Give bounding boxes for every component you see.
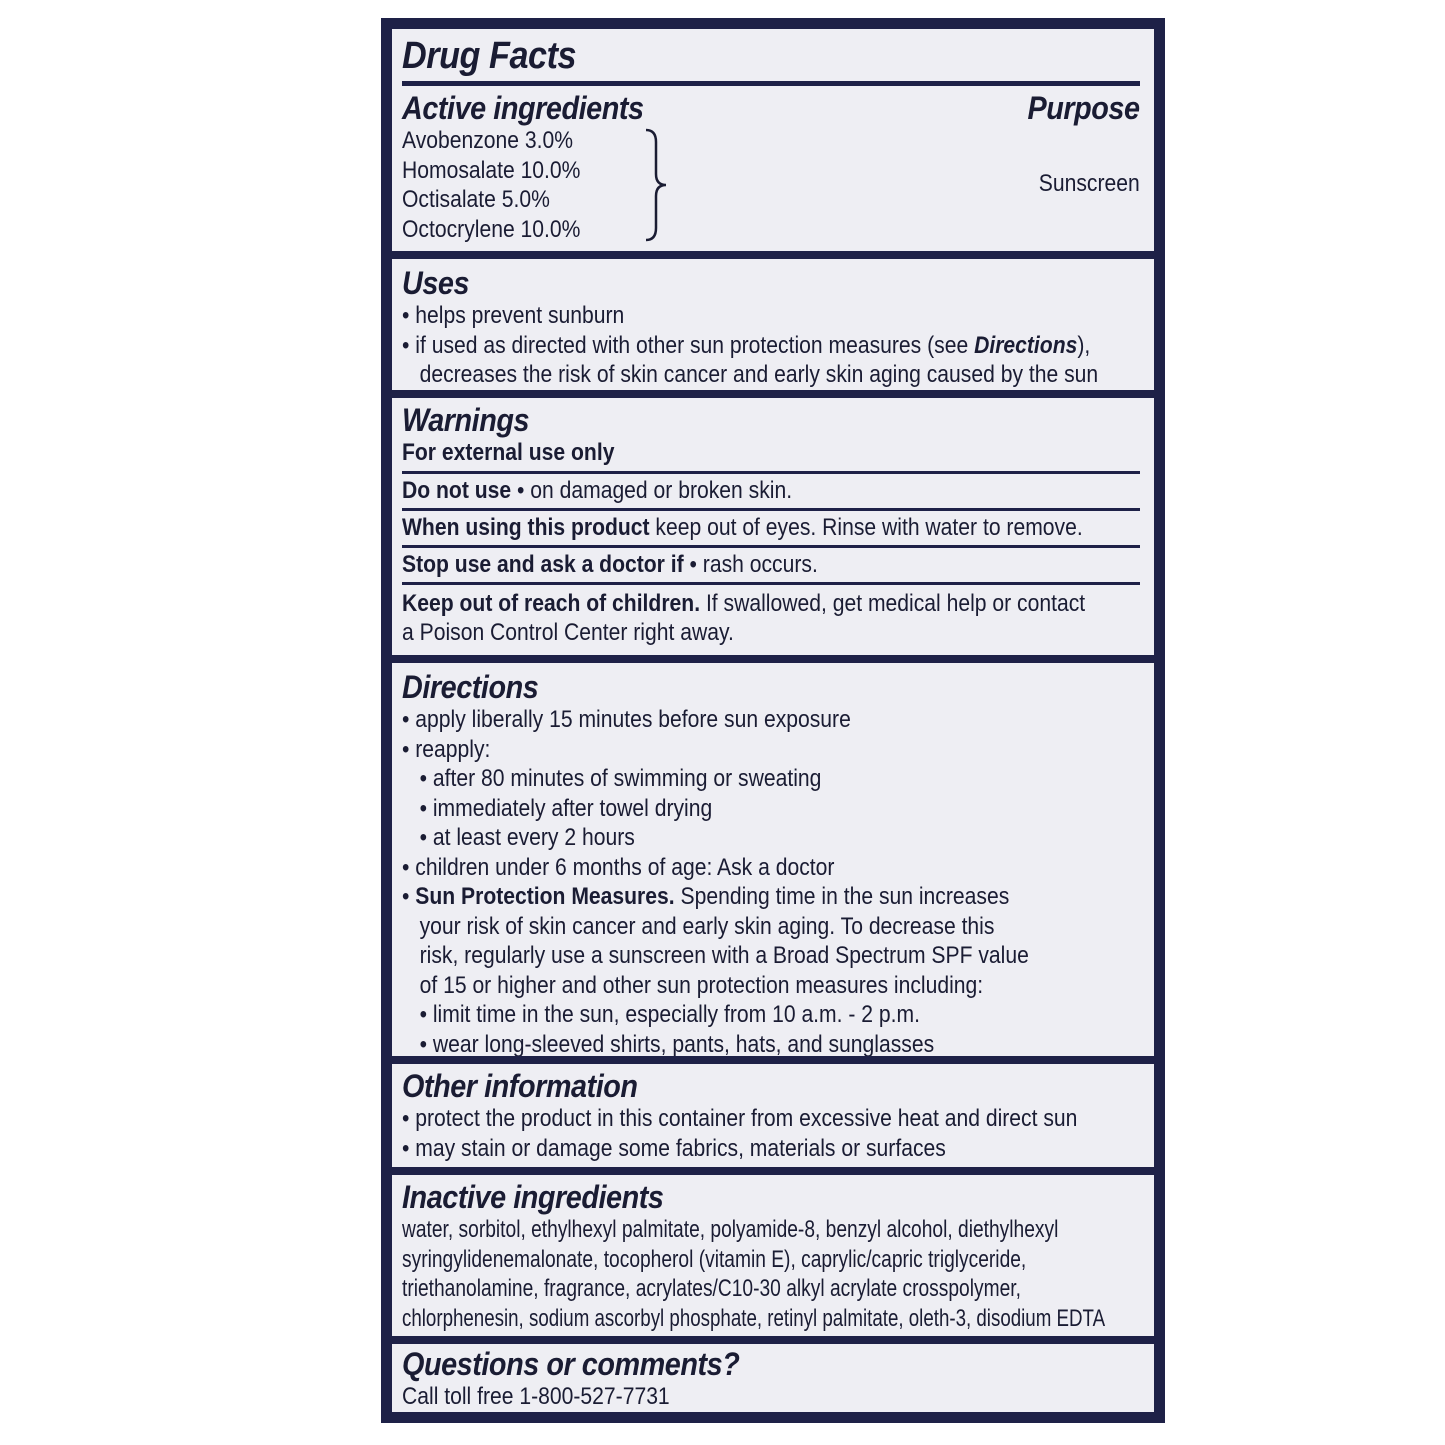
when-using-label: When using this product: [402, 513, 650, 541]
inactive-line: water, sorbitol, ethylhexyl palmitate, polyamide-8, benzyl alcohol, diethylhexyl: [402, 1216, 1059, 1243]
inactive-line: chlorphenesin, sodium ascorbyl phosphate, retinyl palmitate, oleth-3, disodium EDTA: [402, 1304, 1106, 1332]
questions-box: [392, 1344, 1154, 1412]
uses-box: [392, 259, 1154, 390]
purpose-heading: Purpose: [1027, 90, 1140, 126]
sun-protection-continuation: of 15 or higher and other sun protection measures including:: [419, 971, 984, 999]
inactive-line: syringylidenemalonate, tocopherol (vitamin E), caprylic/capric triglyceride,: [402, 1245, 1027, 1273]
ingredient-item: Avobenzone 3.0%: [402, 127, 574, 154]
uses-item-continuation: decreases the risk of skin cancer and early skin aging caused by the sun: [419, 361, 1099, 388]
uses-item: [402, 331, 1091, 361]
sun-protection-continuation: your risk of skin cancer and early skin aging. To decrease this: [419, 912, 995, 940]
stop-use-label: Stop use and ask a doctor if: [402, 550, 684, 578]
toll-free-text: Call toll free 1-800-527-7731: [402, 1383, 670, 1410]
do-not-use-label: Do not use: [402, 476, 512, 504]
other-item: • protect the product in this container from excessive heat and direct sun: [402, 1104, 1051, 1134]
questions-heading: Questions or comments?: [402, 1346, 740, 1382]
warnings-box: [392, 398, 1154, 655]
ingredients-block: [402, 126, 1140, 246]
when-using-text: keep out of eyes. Rinse with water to remove.: [649, 513, 1083, 541]
ingredient-item: Homosalate 10.0%: [402, 156, 581, 184]
sun-protection-text: Spending time in the sun increases: [674, 883, 1010, 910]
ingredient-item: Octisalate 5.0%: [402, 186, 550, 213]
inactive-line: triethanolamine, fragrance, acrylates/C10-30 alkyl acrylate crosspolymer,: [402, 1275, 1021, 1302]
other-information-heading: Other information: [402, 1068, 638, 1104]
external-use-text: For external use only: [402, 439, 615, 466]
stop-use-text: • rash occurs.: [683, 550, 818, 578]
drug-facts-panel: [381, 18, 1165, 1423]
active-header-row: [402, 86, 1140, 126]
direction-subitem: • at least every 2 hours: [402, 823, 1051, 853]
active-ingredients-box: [392, 29, 1154, 251]
direction-subitem: • wear long-sleeved shirts, pants, hats, and sunglasses: [402, 1030, 1051, 1057]
inactive-ingredients-heading: Inactive ingredients: [402, 1179, 664, 1215]
sun-protection-label: Sun Protection Measures.: [415, 883, 675, 910]
do-not-use-row: [402, 474, 1051, 508]
do-not-use-text: • on damaged or broken skin.: [511, 476, 793, 504]
direction-item: • reapply:: [402, 735, 1051, 765]
directions-reference: Directions: [974, 331, 1078, 359]
keep-out-label: Keep out of reach of children.: [402, 589, 701, 617]
uses-item: • helps prevent sunburn: [402, 301, 1051, 331]
drug-facts-title: Drug Facts: [402, 35, 577, 77]
uses-heading: Uses: [402, 265, 470, 301]
warnings-heading: Warnings: [402, 402, 530, 438]
direction-item: • children under 6 months of age: Ask a doctor: [402, 853, 1051, 883]
direction-item: • apply liberally 15 minutes before sun exposure: [402, 705, 1051, 735]
inactive-ingredients-box: [392, 1175, 1154, 1336]
keep-out-row: [402, 585, 1086, 619]
other-item: • may stain or damage some fabrics, materials or surfaces: [402, 1134, 1051, 1164]
keep-out-text: If swallowed, get medical help or contact: [700, 589, 1086, 617]
keep-out-continuation: a Poison Control Center right away.: [402, 619, 734, 646]
stop-use-row: [402, 548, 1051, 582]
direction-subitem: • immediately after towel drying: [402, 794, 1051, 824]
directions-box: [392, 663, 1154, 1056]
ingredient-item: Octocrylene 10.0%: [402, 215, 581, 243]
brace-icon: [642, 128, 672, 242]
other-information-box: [392, 1064, 1154, 1167]
direction-item: [402, 882, 1051, 912]
directions-heading: Directions: [402, 669, 539, 705]
active-ingredients-heading: Active ingredients: [402, 90, 644, 126]
when-using-row: [402, 511, 1083, 545]
direction-subitem: • after 80 minutes of swimming or sweating: [402, 764, 1051, 794]
sun-protection-continuation: risk, regularly use a sunscreen with a Broad Spectrum SPF value: [419, 942, 1029, 969]
purpose-text: Sunscreen: [1039, 170, 1140, 197]
uses-item-text: ),: [1077, 331, 1091, 359]
uses-item-text: if used as directed with other sun protection measures (see: [415, 331, 975, 359]
direction-subitem: • limit time in the sun, especially from 10 a.m. - 2 p.m.: [402, 1000, 1051, 1030]
